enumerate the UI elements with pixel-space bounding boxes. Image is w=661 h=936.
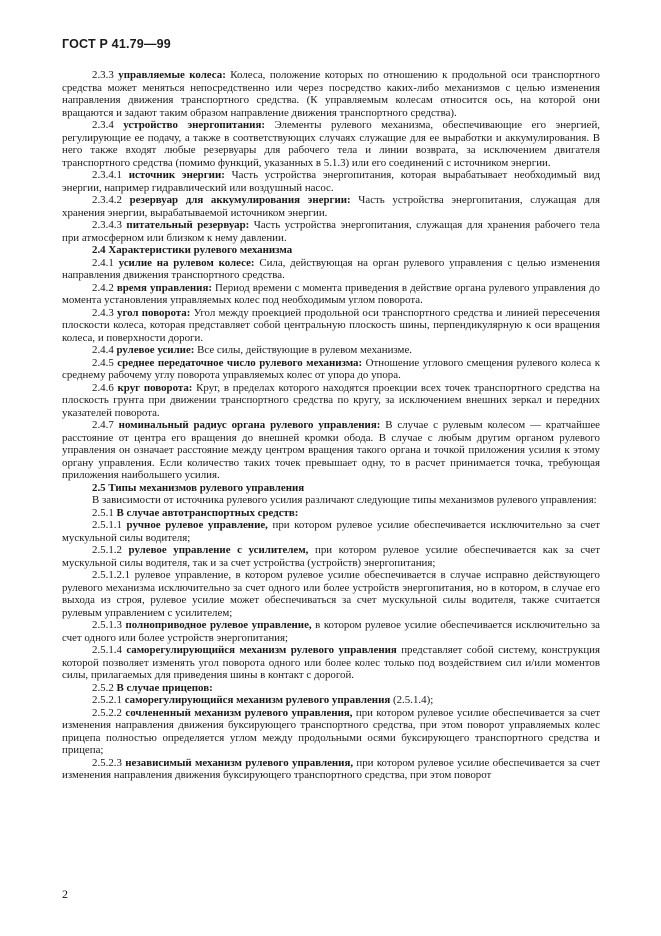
term: круг поворота: bbox=[117, 381, 193, 394]
paragraph bbox=[62, 494, 600, 507]
paragraph bbox=[62, 257, 600, 282]
paragraph bbox=[62, 694, 600, 707]
paragraph bbox=[62, 619, 600, 644]
paragraph bbox=[62, 119, 600, 169]
paragraph bbox=[62, 419, 600, 482]
paragraph bbox=[62, 482, 600, 495]
paragraph bbox=[62, 707, 600, 757]
term: В случае прицепов: bbox=[116, 681, 213, 694]
definition-text: при котором рулевое усилие обеспечивается за счет изменения направления движения буксирующего транспортного средства, при этом поворот bbox=[62, 756, 600, 781]
paragraph bbox=[62, 507, 600, 520]
term: угол поворота: bbox=[117, 306, 191, 319]
term: рулевое управление с усилителем, bbox=[128, 544, 309, 556]
paragraph bbox=[62, 69, 600, 119]
definition-text: Колеса, положение которых по отношению к продольной оси транспортного средства может меняться непосредственно или через посредство каких-либо механизмов с целью изменения направления движения транспортного средства. (К управляемым колесам относится ось, на которой они вращаются и задают таким образом направление движения транспортного средства). bbox=[62, 69, 600, 119]
clause-number: 2.3.4 bbox=[92, 119, 114, 131]
definition-text: Сила, действующая на орган рулевого управления с целью изменения направления движения транспортного средства. bbox=[62, 256, 600, 281]
clause-number: 2.5.1.2 bbox=[92, 544, 122, 556]
clause-number: 2.3.4.2 bbox=[92, 194, 122, 206]
paragraph bbox=[62, 682, 600, 695]
term: резервуар для аккумулирования энергии: bbox=[129, 194, 351, 206]
clause-number: 2.4.4 bbox=[92, 344, 114, 356]
clause-number: 2.4.6 bbox=[92, 381, 114, 394]
clause-number: 2.5.2.2 bbox=[92, 706, 122, 719]
definition-text: Период времени с момента приведения в действие органа рулевого управления до момента установления управляемых колес под необходимым углом поворота. bbox=[62, 281, 600, 306]
definition-text: Часть устройства энергопитания, которая вырабатывает необходимый вид энергии, например гидравлический или воздушный насос. bbox=[62, 169, 600, 194]
definition-text: представляет собой систему, конструкция которой позволяет изменять угол поворота одного или более колес только под воздействием сил и/или моментов силы, прилагаемых для приведения шины в контакт с дорогой. bbox=[62, 644, 600, 681]
paragraph bbox=[62, 244, 600, 257]
clause-number: 2.3.3 bbox=[92, 69, 114, 81]
document-header: ГОСТ Р 41.79—99 bbox=[62, 37, 171, 51]
paragraph bbox=[62, 519, 600, 544]
definition-text: Все силы, действующие в рулевом механизме. bbox=[194, 344, 412, 356]
definition-text: Часть устройства энергопитания, служащая для хранения рабочего тела при атмосферном или близком к нему давлении. bbox=[62, 219, 600, 244]
clause-number: 2.3.4.1 bbox=[92, 169, 122, 181]
clause-number: 2.5.2.3 bbox=[92, 756, 122, 769]
term: саморегулирующийся механизм рулевого управления bbox=[126, 644, 397, 656]
page-number: 2 bbox=[62, 887, 68, 901]
term: рулевое усилие: bbox=[116, 344, 195, 356]
paragraph bbox=[62, 344, 600, 357]
clause-number: 2.4.3 bbox=[92, 306, 114, 319]
paragraph bbox=[62, 194, 600, 219]
clause-number: 2.4.1 bbox=[92, 256, 114, 269]
definition-text: Круг, в пределах которого находятся проекции всех точек транспортного средства на плоскость грунта при движении транспортного средства по кругу, за исключением внешних зеркал и передних указателей поворота. bbox=[62, 381, 600, 419]
definition-text: Часть устройства энергопитания, служащая для хранения энергии, вырабатываемой источником энергии. bbox=[62, 194, 600, 219]
paragraph bbox=[62, 644, 600, 682]
paragraph bbox=[62, 219, 600, 244]
paragraph bbox=[62, 169, 600, 194]
clause-number: 2.5.2.1 bbox=[92, 694, 122, 706]
term: номинальный радиус органа рулевого управления: bbox=[118, 419, 381, 431]
definition-text: в котором рулевое усилие обеспечивается исключительно за счет одного или более устройств энергопитания; bbox=[62, 619, 600, 644]
paragraph bbox=[62, 357, 600, 382]
definition-text: Отношение углового смещения рулевого колеса к среднему рабочему углу поворота управляемых колес от упора до упора. bbox=[62, 356, 600, 381]
term: устройство энергопитания: bbox=[123, 119, 265, 131]
term: питательный резервуар: bbox=[126, 219, 250, 231]
definition-text: Угол между проекцией продольной оси транспортного средства и линией пересечения плоскости колеса, которая представляет собой центральную плоскость шины, перпендикулярную к оси вращения колеса, и поверхности дороги. bbox=[62, 306, 600, 344]
clause-number: 2.5.1.4 bbox=[92, 644, 122, 656]
clause-number: 2.3.4.3 bbox=[92, 219, 122, 231]
clause-number: 2.5.2 bbox=[92, 681, 114, 694]
term: В случае автотранспортных средств: bbox=[116, 506, 299, 519]
paragraph bbox=[62, 757, 600, 782]
paragraph bbox=[62, 282, 600, 307]
term: полноприводное рулевое управление, bbox=[125, 619, 312, 631]
clause-number: 2.4.7 bbox=[92, 419, 114, 431]
term: 2.4 Характеристики рулевого механизма bbox=[92, 244, 293, 256]
clause-number: 2.5.1.1 bbox=[92, 519, 122, 531]
clause-number: 2.4.2 bbox=[92, 281, 114, 294]
term: ручное рулевое управление, bbox=[126, 519, 268, 531]
document-body bbox=[62, 69, 600, 782]
paragraph bbox=[62, 307, 600, 345]
term: усилие на рулевом колесе: bbox=[118, 256, 255, 269]
term: среднее передаточное число рулевого механизма: bbox=[117, 356, 363, 369]
term: сочлененный механизм рулевого управления, bbox=[125, 706, 353, 719]
paragraph bbox=[62, 544, 600, 569]
paragraph bbox=[62, 382, 600, 420]
definition-text: рулевое управление, в котором рулевое усилие обеспечивается в случае исправно действующего рулевого механизма исключительно за счет одного или более устройств энергопитания, но в котором, в случае его выхода из строя, рулевое усилие может обеспечиваться за счет мускульной силы водителя, также считается рулевым управлением с усилителем; bbox=[62, 569, 600, 619]
definition-text: при котором рулевое усилие обеспечивается за счет изменения направления движения буксирующего транспортного средства, при этом поворот управляемых колес прицепа полностью определяется углом между продольными осями буксирующего транспортного средства и прицепа; bbox=[62, 706, 600, 756]
term: управляемые колеса: bbox=[118, 69, 226, 81]
definition-text: (2.5.1.4); bbox=[390, 694, 434, 706]
term: время управления: bbox=[116, 281, 212, 294]
definition-text: при котором рулевое усилие обеспечивается как за счет мускульной силы водителя, так и за счет устройства (устройств) энергопитания; bbox=[62, 544, 601, 569]
term: 2.5 Типы механизмов рулевого управления bbox=[92, 481, 305, 494]
clause-number: 2.4.5 bbox=[92, 356, 114, 369]
definition-text: В случае с рулевым колесом — кратчайшее расстояние от центра его вращения до внешней кромки обода. В случае с любым другим органом рулевого управления он означает расстояние между центром вращения такого органа и точкой приложения усилия к этому органу управления. Если количество таких точек превышает одну, то в расчет принимается точка, требующая приложения наибольшего усилия. bbox=[62, 419, 600, 481]
clause-number: 2.5.1.2.1 bbox=[92, 569, 131, 581]
clause-number: 2.5.1.3 bbox=[92, 619, 122, 631]
term: независимый механизм рулевого управления, bbox=[125, 756, 354, 769]
definition-text: Элементы рулевого механизма, обеспечивающие его энергией, регулирующие ее подачу, а также в соответствующих случаях служащие для ее выработки и аккумулирования. В него также входят любые резервуары для рабочего тела и линии возврата, за исключением двигателя транспортного средства (помимо функций, указанных в 5.1.3) или его соединений с источником энергии. bbox=[62, 119, 600, 169]
definition-text: В зависимости от источника рулевого усилия различают следующие типы механизмов рулевого управления: bbox=[92, 494, 597, 506]
term: саморегулирующийся механизм рулевого управления bbox=[124, 694, 391, 706]
definition-text: при котором рулевое усилие обеспечивается исключительно за счет мускульной силы водителя; bbox=[62, 519, 600, 544]
paragraph bbox=[62, 569, 600, 619]
clause-number: 2.5.1 bbox=[92, 506, 114, 519]
term: источник энергии: bbox=[128, 169, 225, 181]
